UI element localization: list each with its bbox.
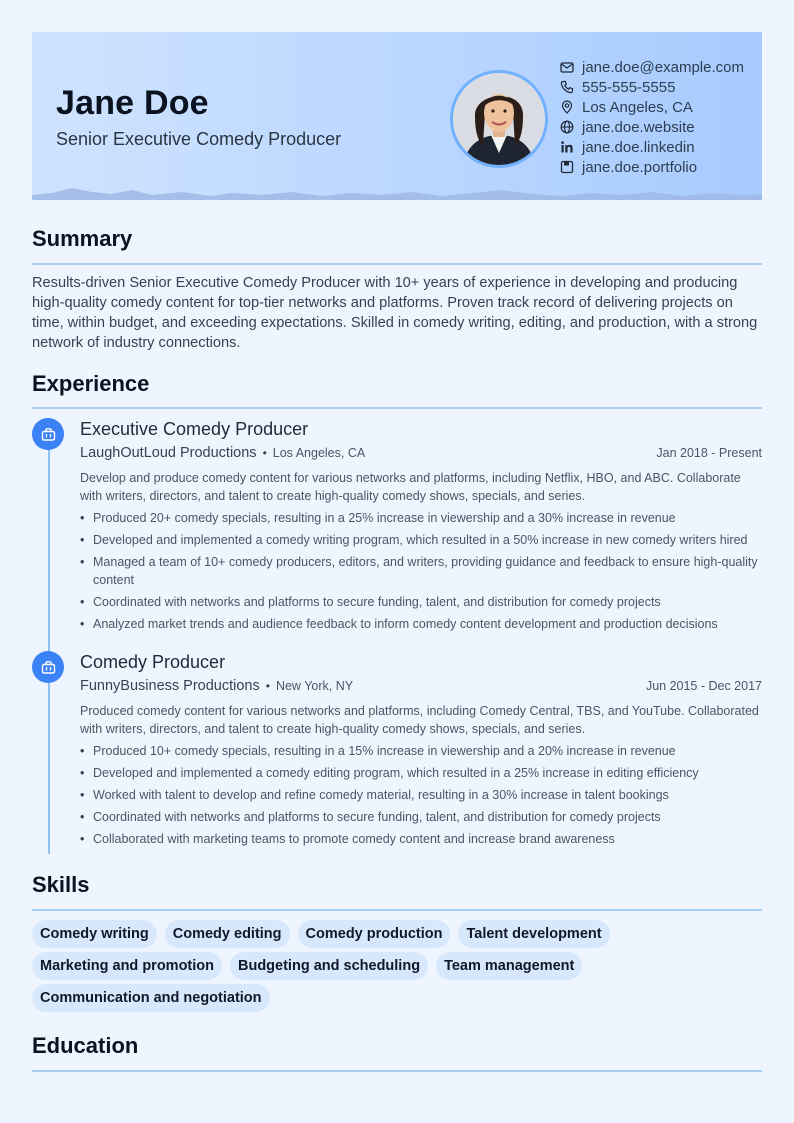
skill-chip: Comedy editing: [165, 920, 290, 948]
education-divider: [32, 1070, 762, 1072]
resume-header: [32, 32, 762, 200]
globe-icon: [560, 120, 574, 134]
contact-linkedin[interactable]: [560, 137, 744, 157]
header-wave-decoration: [32, 184, 762, 200]
skill-chip: Communication and negotiation: [32, 984, 270, 1012]
skills-divider: [32, 909, 762, 911]
contact-email[interactable]: [560, 57, 744, 77]
contact-location: [560, 97, 744, 117]
job-description: Develop and produce comedy content for various networks and platforms, including Netflix, HBO, and ABC. Collaborate with writers, directors, and talent to create high-quality comedy shows, specials, and series.: [80, 471, 741, 503]
contact-email-text: jane.doe@example.com: [582, 58, 744, 76]
achievement-item: • Produced 10+ comedy specials, resulting in a 15% increase in viewership and a 20% increase in revenue: [80, 742, 762, 760]
achievement-item: • Coordinated with networks and platforms to secure funding, talent, and distribution for comedy projects: [80, 808, 762, 826]
skill-chip: Marketing and promotion: [32, 952, 222, 980]
achievement-item: • Produced 20+ comedy specials, resulting in a 25% increase in viewership and a 30% increase in revenue: [80, 509, 762, 527]
skills-heading: Skills: [32, 872, 90, 897]
achievement-item: • Worked with talent to develop and refine comedy material, resulting in a 30% increase in talent bookings: [80, 786, 762, 804]
briefcase-icon: [41, 427, 56, 442]
job-title: Comedy Producer: [80, 652, 226, 672]
contact-website-text: jane.doe.website: [582, 118, 695, 136]
contact-portfolio[interactable]: [560, 157, 744, 177]
contact-website[interactable]: [560, 117, 744, 137]
achievement-item: • Coordinated with networks and platforms to secure funding, talent, and distribution for comedy projects: [80, 593, 762, 611]
briefcase-icon: [41, 660, 56, 675]
education-heading: Education: [32, 1033, 139, 1058]
job-location: New York, NY: [275, 679, 354, 693]
job-achievements: [80, 742, 762, 848]
contact-list: [560, 57, 744, 177]
job-description: Produced comedy content for various networks and platforms, including Comedy Central, TBS, and YouTube. Collaborated with writers, directors, and talent to create high-quality comedy shows, specials, and series.: [80, 704, 759, 736]
phone-icon: [560, 80, 574, 94]
skills-list: [32, 920, 772, 1016]
job-company: LaughOutLoud Productions: [80, 445, 257, 461]
job-title: Executive Comedy Producer: [80, 419, 309, 439]
skill-chip: Comedy production: [298, 920, 451, 948]
job-achievements: [80, 509, 762, 633]
contact-phone[interactable]: [560, 77, 744, 97]
contact-portfolio-text: jane.doe.portfolio: [582, 158, 698, 176]
experience-timeline: [48, 434, 50, 854]
job-dates: Jun 2015 - Dec 2017: [645, 679, 762, 693]
experience-heading: Experience: [32, 371, 150, 396]
meta-separator: •: [265, 679, 270, 693]
job-location: Los Angeles, CA: [272, 446, 366, 460]
achievement-item: • Analyzed market trends and audience feedback to inform comedy content development and production decisions: [80, 615, 762, 633]
profile-photo: [450, 70, 548, 168]
job-dates: Jan 2018 - Present: [656, 446, 762, 460]
summary-heading: Summary: [32, 226, 133, 251]
job-entry-1: [80, 419, 762, 637]
skill-chip: Team management: [436, 952, 582, 980]
job-2-marker: [32, 651, 64, 683]
achievement-item: • Managed a team of 10+ comedy producers, editors, and writers, providing guidance and feedback to ensure high-quality content: [80, 553, 762, 589]
location-pin-icon: [560, 100, 574, 114]
mail-icon: [560, 60, 574, 74]
meta-separator: •: [262, 446, 267, 460]
skill-chip: Talent development: [458, 920, 609, 948]
experience-divider: [32, 407, 762, 409]
summary-divider: [32, 263, 762, 265]
achievement-item: • Developed and implemented a comedy editing program, which resulted in a 25% increase in editing efficiency: [80, 764, 762, 782]
skill-chip: Comedy writing: [32, 920, 157, 948]
achievement-item: • Developed and implemented a comedy writing program, which resulted in a 50% increase in new comedy writers hired: [80, 531, 762, 549]
job-meta: [80, 678, 762, 700]
summary-text: Results-driven Senior Executive Comedy Producer with 10+ years of experience in developing and producing high-quality comedy content for top-tier networks and platforms. Proven track record of delivering projects on time, within budget, and exceeding expectations. Skilled in comedy writing, editing, and production, with a strong network of industry connections.: [32, 275, 758, 351]
job-1-marker: [32, 418, 64, 450]
job-company: FunnyBusiness Productions: [80, 678, 260, 694]
portfolio-icon: [560, 160, 574, 174]
job-meta: [80, 445, 762, 467]
achievement-item: • Collaborated with marketing teams to promote comedy content and increase brand awareness: [80, 830, 762, 848]
contact-phone-text: 555-555-5555: [582, 78, 676, 96]
skill-chip: Budgeting and scheduling: [230, 952, 428, 980]
job-entry-2: [80, 652, 762, 852]
linkedin-icon: [560, 140, 574, 154]
contact-location-text: Los Angeles, CA: [582, 98, 693, 116]
candidate-title: Senior Executive Comedy Producer: [56, 129, 342, 149]
contact-linkedin-text: jane.doe.linkedin: [582, 138, 695, 156]
candidate-name: Jane Doe: [56, 84, 209, 122]
